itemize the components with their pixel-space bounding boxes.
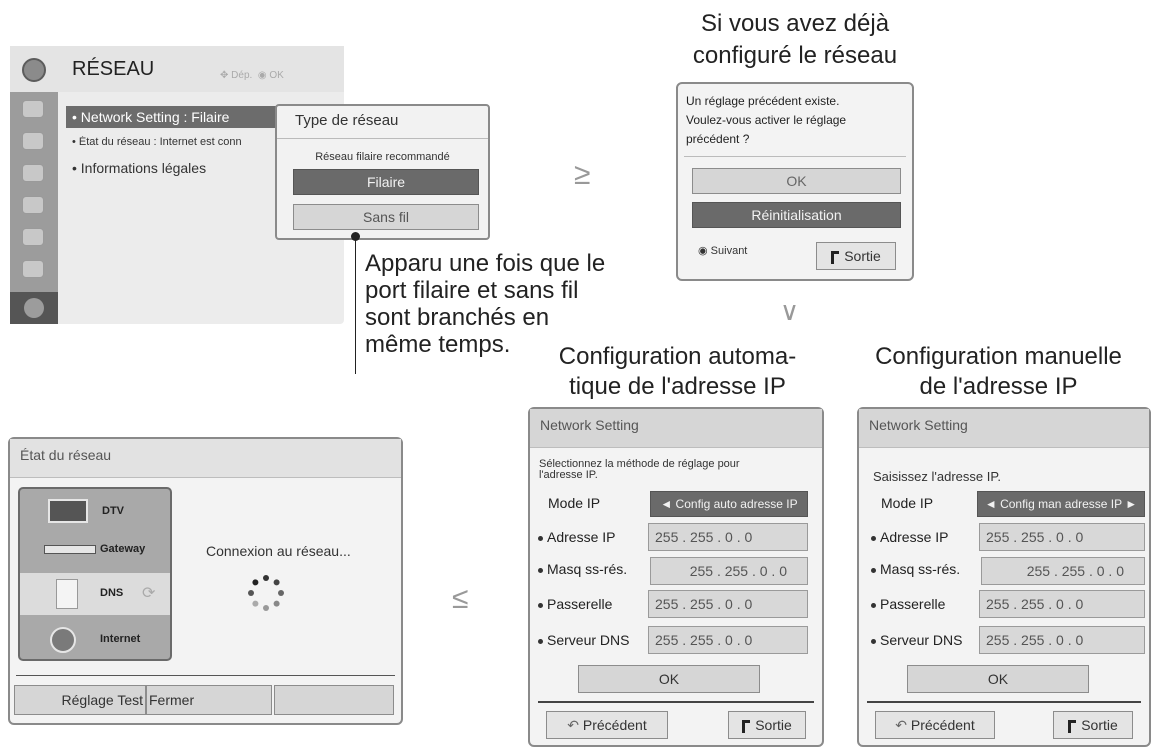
screen-icon[interactable]: [22, 132, 44, 150]
ok-button[interactable]: OK: [692, 168, 901, 194]
next-label: Suivant: [710, 245, 748, 257]
dns-server-icon: [56, 579, 78, 609]
connecting-status: Connexion au réseau...: [206, 543, 351, 559]
manual-ip-heading-line-1: Configuration manuelle: [875, 343, 1122, 370]
ip-address-label: Adresse IP: [538, 529, 615, 545]
menu-sidebar: [10, 92, 58, 324]
arrow-left: ≤: [452, 582, 469, 615]
exit-icon: [1068, 720, 1076, 733]
mode-ip-selector[interactable]: ◄ Config auto adresse IP: [650, 491, 808, 517]
network-globe-icon: [22, 58, 46, 82]
callout-line: [355, 238, 356, 374]
loading-icon: ⟳: [142, 585, 156, 602]
mode-ip-label: Mode IP: [881, 495, 934, 511]
reset-button[interactable]: Réinitialisation: [692, 202, 901, 228]
prev-config-heading-line-1: Si vous avez déjà: [700, 10, 890, 37]
subnet-mask-field[interactable]: 255 . 255 . 0 . 0: [650, 557, 808, 585]
nav-hint-label: Dép.: [231, 70, 253, 81]
network-type-popup: [275, 104, 490, 240]
manual-ip-heading: [846, 342, 1151, 402]
ip-address-field[interactable]: 255 . 255 . 0 . 0: [648, 523, 808, 551]
prev-config-message-line-1: Un réglage précédent existe.: [686, 94, 840, 108]
dns-server-field[interactable]: 255 . 255 . 0 . 0: [648, 626, 808, 654]
option-icon[interactable]: [22, 260, 44, 278]
picture-icon[interactable]: [22, 100, 44, 118]
menu-item-label: • Network Setting : Filaire: [72, 109, 230, 125]
auto-ip-heading-line-2: tique de l'adresse IP: [569, 373, 786, 400]
prev-config-divider: [684, 156, 906, 157]
ok-button[interactable]: OK: [578, 665, 760, 693]
exit-label: Sortie: [844, 248, 881, 264]
close-button[interactable]: Fermer: [146, 685, 272, 715]
dns-server-field[interactable]: 255 . 255 . 0 . 0: [979, 626, 1145, 654]
dns-step: [20, 573, 170, 615]
dialog-divider: [867, 701, 1141, 703]
prev-config-message: [686, 92, 846, 149]
gateway-label: Gateway: [100, 543, 146, 555]
dns-server-label: Serveur DNS: [538, 632, 629, 648]
gateway-label: Passerelle: [871, 596, 945, 612]
back-button[interactable]: [546, 711, 668, 739]
back-button[interactable]: [875, 711, 995, 739]
menu-item-network-setting[interactable]: [66, 106, 278, 128]
connection-chain: [18, 487, 172, 661]
callout-line-3: sont branchés en: [365, 304, 550, 331]
menu-item-network-status[interactable]: • État du réseau : Internet est conn: [72, 136, 242, 148]
gateway-field[interactable]: 255 . 255 . 0 . 0: [979, 590, 1145, 618]
manual-ip-heading-line-2: de l'adresse IP: [919, 373, 1078, 400]
prev-config-message-line-3: précédent ?: [686, 132, 750, 146]
menu-title: RÉSEAU: [72, 58, 155, 80]
dialog-title: Network Setting: [530, 409, 822, 448]
auto-ip-instruction: [539, 459, 740, 481]
network-status-dialog: [8, 437, 403, 725]
status-divider: [16, 675, 395, 676]
wired-button[interactable]: Filaire: [293, 169, 479, 195]
back-label: Précédent: [582, 717, 647, 733]
dns-server-label: Serveur DNS: [871, 632, 962, 648]
mode-ip-label: Mode IP: [548, 495, 601, 511]
subnet-mask-field[interactable]: 255 . 255 . 0 . 0: [981, 557, 1145, 585]
ok-button-icon: ◉: [698, 245, 708, 257]
arrow-right: ≥: [574, 158, 591, 191]
auto-ip-dialog: [528, 407, 824, 747]
next-hint[interactable]: [698, 244, 747, 257]
auto-ip-heading: [525, 342, 830, 402]
prev-config-heading-line-2: configuré le réseau: [692, 42, 898, 69]
clock-icon[interactable]: [22, 196, 44, 214]
nav-hint: [220, 70, 284, 81]
popup-divider: [277, 138, 488, 139]
instruction-line-1: Sélectionnez la méthode de réglage pour: [539, 458, 740, 470]
empty-button[interactable]: [274, 685, 394, 715]
exit-button[interactable]: [728, 711, 806, 739]
callout-line-4: même temps.: [365, 331, 511, 358]
dtv-label: DTV: [102, 505, 124, 517]
audio-icon[interactable]: [22, 164, 44, 182]
dialog-title: État du réseau: [10, 439, 401, 478]
manual-ip-dialog: [857, 407, 1151, 747]
prev-config-message-line-2: Voulez-vous activer le réglage: [686, 113, 847, 127]
test-settings-button[interactable]: Réglage Test: [14, 685, 146, 715]
wired-recommended-label: Réseau filaire recommandé: [315, 151, 450, 163]
exit-label: Sortie: [1081, 717, 1118, 733]
popup-title: Type de réseau: [295, 112, 399, 129]
arrow-down: ∨: [780, 296, 800, 326]
gateway-label: Passerelle: [538, 596, 612, 612]
callout-line-2: port filaire et sans fil: [365, 277, 579, 304]
mode-ip-selector[interactable]: ◄ Config man adresse IP ►: [977, 491, 1145, 517]
prev-config-dialog: [676, 82, 914, 281]
dialog-divider: [538, 701, 814, 703]
wireless-button[interactable]: Sans fil: [293, 204, 479, 230]
dialog-title: Network Setting: [859, 409, 1149, 448]
exit-button[interactable]: [1053, 711, 1133, 739]
ok-button[interactable]: OK: [907, 665, 1089, 693]
ok-button-icon: ◉: [257, 70, 267, 81]
exit-button[interactable]: [816, 242, 896, 270]
lock-icon[interactable]: [22, 228, 44, 246]
auto-ip-heading-line-1: Configuration automa-: [558, 343, 797, 370]
ip-address-field[interactable]: 255 . 255 . 0 . 0: [979, 523, 1145, 551]
subnet-mask-label: Masq ss-rés.: [871, 561, 960, 577]
prev-config-heading: [660, 8, 930, 72]
internet-globe-icon: [50, 627, 76, 653]
manual-ip-instruction: Saisissez l'adresse IP.: [873, 469, 1001, 484]
router-icon: [44, 545, 96, 554]
move-arrows-icon: ✥: [220, 70, 229, 81]
menu-item-legal-info[interactable]: • Informations légales: [72, 160, 207, 176]
network-icon: [24, 298, 44, 318]
back-arrow-icon: ↶: [895, 717, 907, 733]
dns-label: DNS: [100, 587, 124, 599]
exit-label: Sortie: [755, 717, 792, 733]
exit-icon: [831, 251, 839, 264]
callout-line-1: Apparu une fois que le: [365, 250, 606, 277]
gateway-field[interactable]: 255 . 255 . 0 . 0: [648, 590, 808, 618]
subnet-mask-label: Masq ss-rés.: [538, 561, 627, 577]
ip-address-label: Adresse IP: [871, 529, 948, 545]
instruction-line-2: l'adresse IP.: [539, 469, 598, 481]
sidebar-item-network[interactable]: [10, 292, 58, 324]
ok-hint-label: OK: [269, 70, 284, 81]
exit-icon: [742, 720, 750, 733]
back-arrow-icon: ↶: [567, 717, 579, 733]
tv-icon: [48, 499, 88, 523]
menu-header: [10, 46, 344, 92]
back-label: Précédent: [910, 717, 975, 733]
spinner-icon: [246, 573, 286, 613]
internet-label: Internet: [100, 633, 141, 645]
